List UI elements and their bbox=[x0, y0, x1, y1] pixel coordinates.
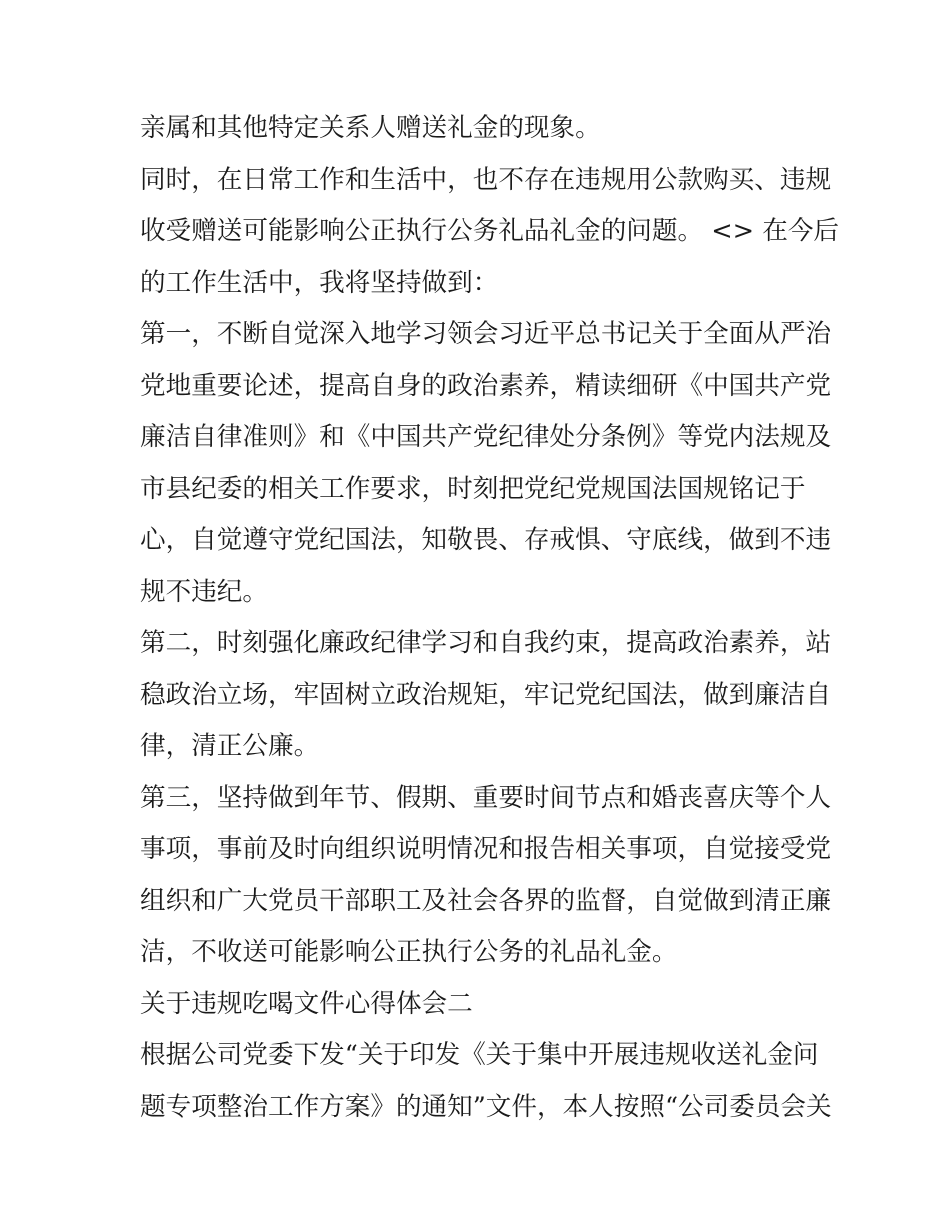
text-line: 市县纪委的相关工作要求，时刻把党纪党规国法国规铭记于 bbox=[140, 473, 806, 504]
text-line: 根据公司党委下发“关于印发《关于集中开展违规收送礼金问 bbox=[140, 1040, 819, 1070]
text-line: 律，清正公廉。 bbox=[140, 731, 320, 761]
text-line: 题专项整治工作方案》的通知”文件，本人按照“公司委员会关 bbox=[140, 1091, 832, 1122]
text-line: 心，自觉遵守党纪国法，知敬畏、存戒惧、守底线，做到不违 bbox=[140, 525, 832, 555]
text-line: 收受赠送可能影响公正执行公务礼品礼金的问题。 <> 在今后 bbox=[140, 216, 840, 246]
text-line: 廉洁自律准则》和《中国共产党纪律处分条例》等党内法规及 bbox=[140, 422, 832, 452]
text-line: 第三，坚持做到年节、假期、重要时间节点和婚丧喜庆等个人 bbox=[140, 782, 832, 813]
text-line: 稳政治立场，牢固树立政治规矩，牢记党纪国法，做到廉洁自 bbox=[140, 679, 832, 710]
text-line: 第二，时刻强化廉政纪律学习和自我约束，提高政治素养，站 bbox=[140, 628, 832, 658]
text-line: 组织和广大党员干部职工及社会各界的监督，自觉做到清正廉 bbox=[140, 885, 832, 916]
text-line: 洁，不收送可能影响公正执行公务的礼品礼金。 bbox=[140, 937, 678, 967]
text-line: 同时，在日常工作和生活中，也不存在违规用公款购买、违规 bbox=[140, 164, 832, 195]
text-line: 党地重要论述，提高自身的政治素养，精读细研《中国共产党 bbox=[140, 370, 832, 401]
text-line: 第一，不断自觉深入地学习领会习近平总书记关于全面从严治 bbox=[140, 319, 832, 349]
text-line: 亲属和其他特定关系人赠送礼金的现象。 bbox=[140, 113, 601, 143]
section-heading: 关于违规吃喝文件心得体会二 bbox=[140, 988, 473, 1019]
text-line: 的工作生活中，我将坚持做到： bbox=[140, 267, 499, 298]
text-line: 事项，事前及时向组织说明情况和报告相关事项，自觉接受党 bbox=[140, 834, 832, 864]
text-line: 规不违纪。 bbox=[140, 576, 268, 607]
document-page bbox=[140, 108, 840, 1138]
